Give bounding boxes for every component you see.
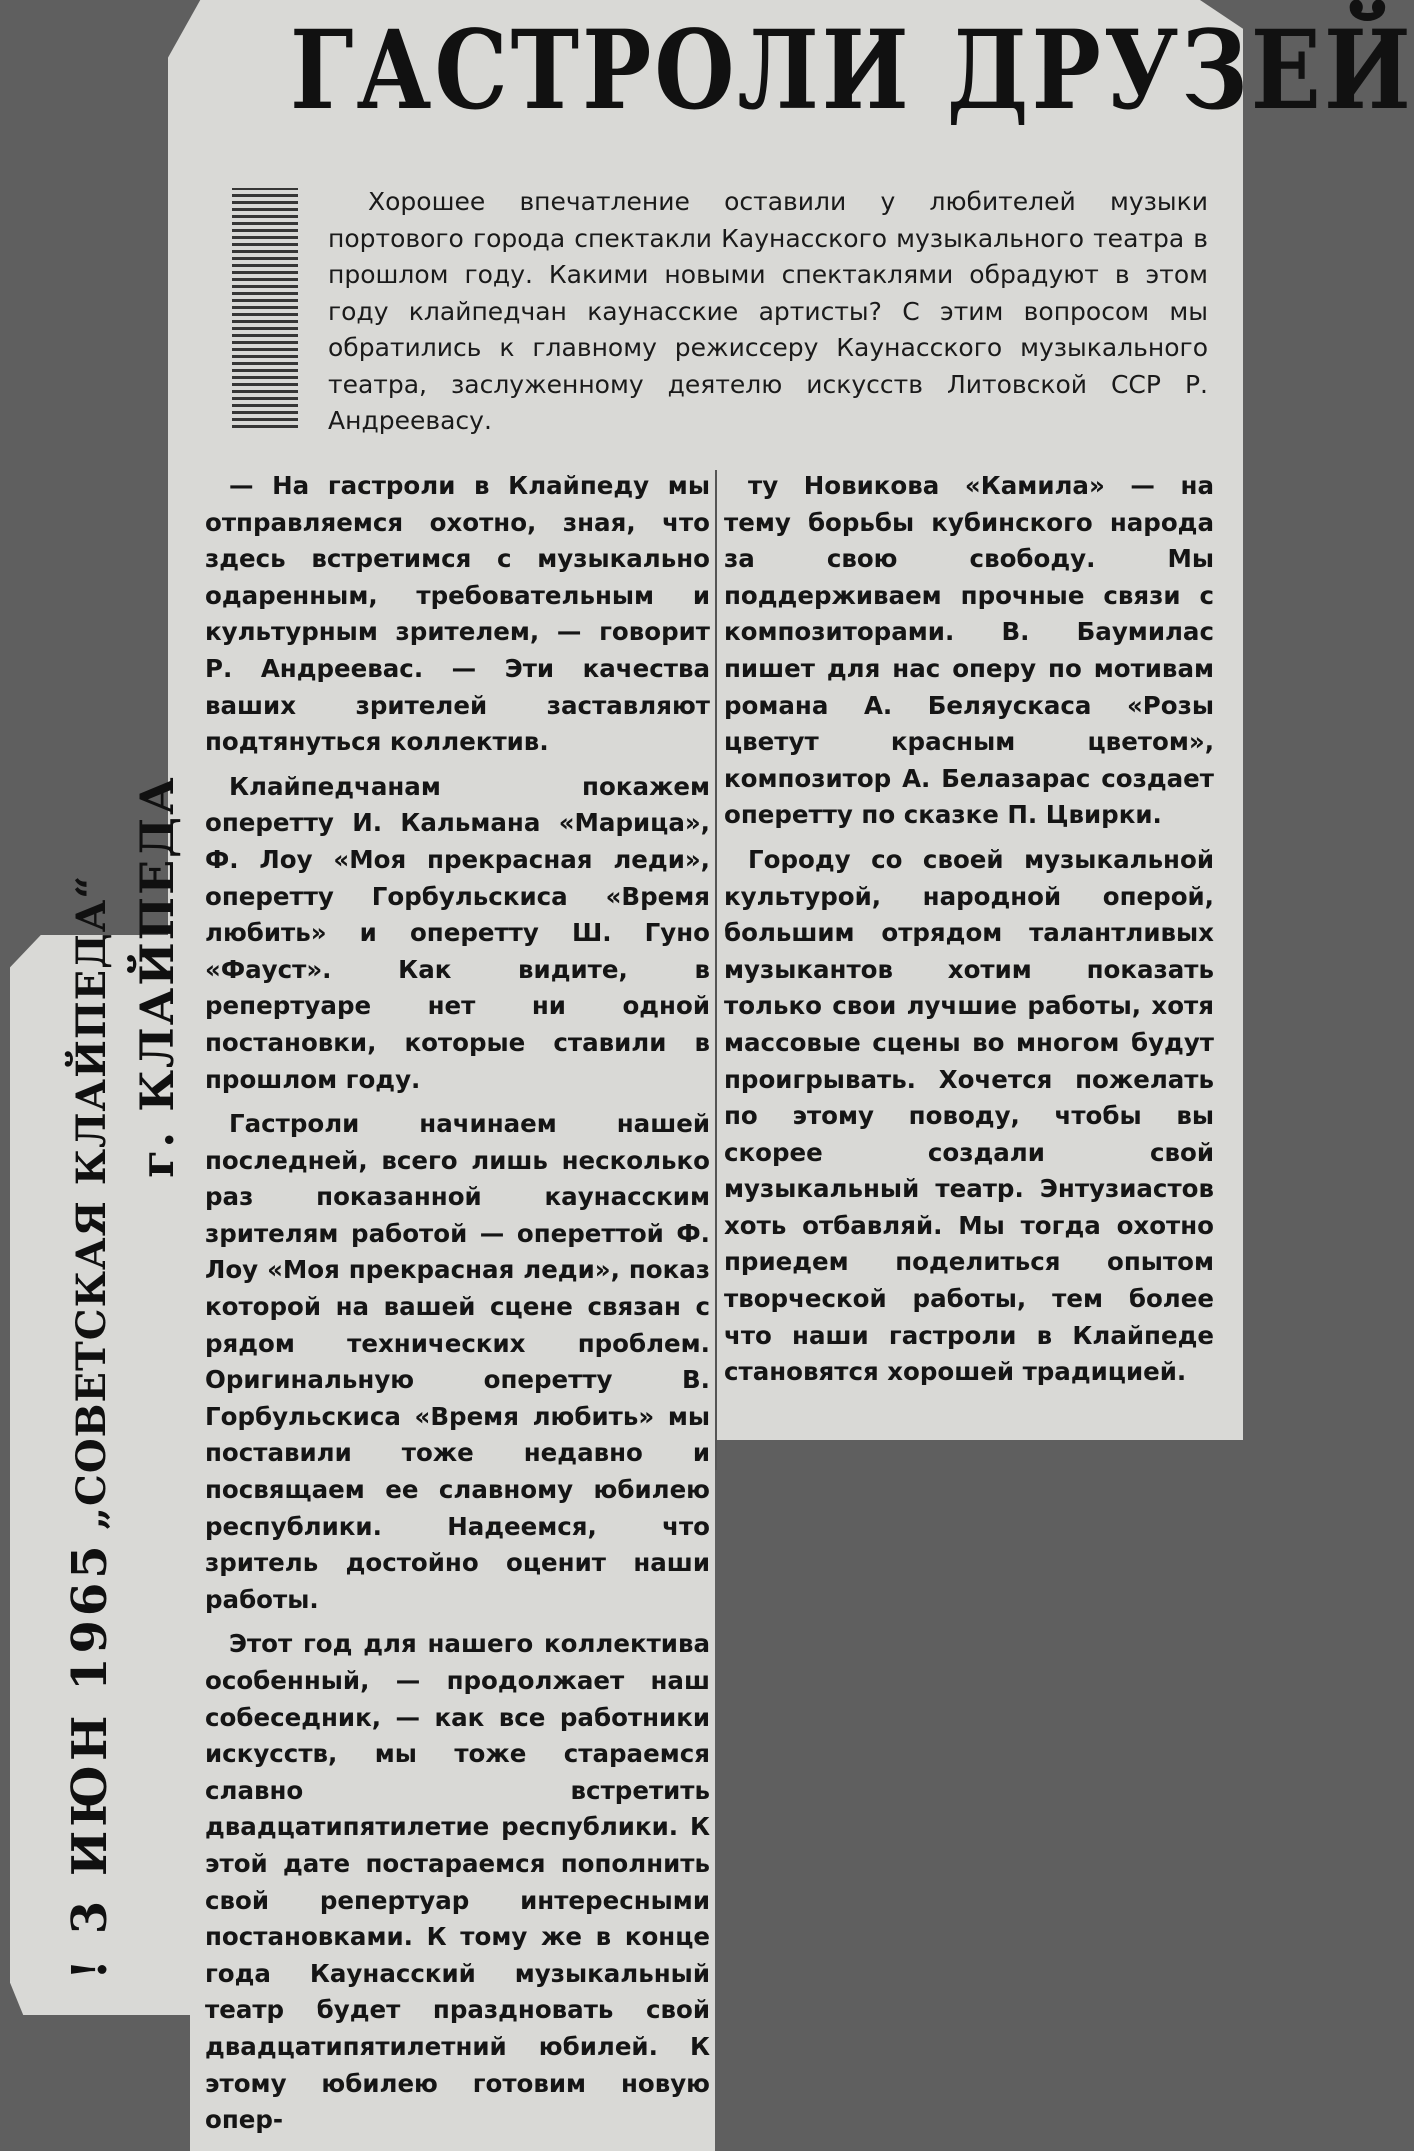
paragraph: Гастроли начинаем нашей последней, всего лишь несколько раз показанной каунасским зрителям работой — опереттой Ф. Лоу «Моя прекрасная леди», показ которой на вашей сцене связан с рядом технических проблем. Оригинальную оперетту В. Горбульскиса «Время любить» мы поставили тоже недавно и посвящаем ее славному юбилею республики. Надеемся, что зритель достойно оценит наши работы.: [205, 1109, 710, 1614]
stamp-city: г. КЛАЙПЕДА: [130, 775, 184, 1178]
article-column-left: [205, 468, 710, 2147]
stamp-newspaper: „СОВЕТСКАЯ КЛАЙПЕДА“: [68, 874, 115, 1530]
paragraph: ту Новикова «Камила» — на тему борьбы кубинского народа за свою свободу. Мы поддерживаем прочные связи с композиторами. В. Баумилас пишет для нас оперу по мотивам романа А. Беляускаса «Розы цветут красным цветом», композитор А. Белазарас создает оперетту по сказке П. Цвирки.: [724, 471, 1214, 830]
headline: ГАСТРОЛИ ДРУЗЕЙ: [290, 6, 1414, 135]
column-divider: [715, 470, 717, 1470]
ornament-icon: [232, 188, 298, 428]
paragraph: Клайпедчанам покажем оперетту И. Кальмана «Марица», Ф. Лоу «Моя прекрасная леди», оперетту Горбульскиса «Время любить» и оперетту Ш. Гуно «Фауст». Как видите, в репертуаре нет ни одной постановки, которые ставили в прошлом году.: [205, 771, 710, 1094]
intro-paragraph: Хорошее впечатление оставили у любителей музыки портового города спектакли Каунасского музыкального театра в прошлом году. Какими новыми спектаклями обрадуют в этом году клайпедчан каунасские артисты? С этим вопросом мы обратились к главному режиссеру Каунасского музыкального театра, заслуженному деятелю искусств Литовской ССР Р. Андреевасу.: [328, 187, 1208, 435]
paragraph: — На гастроли в Клайпеду мы отправляемся охотно, зная, что здесь встретимся с музыкально одаренным, требовательным и культурным зрителем, — говорит Р. Андреевас. — Эти качества ваших зрителей заставляют подтянуться коллектив.: [205, 471, 710, 757]
stamp-date: ! 3 ИЮН 1965: [62, 1541, 118, 1980]
article-column-right: [724, 468, 1214, 1399]
intro-lead: [328, 184, 1208, 440]
paragraph: Этот год для нашего коллектива особенный, — продолжает наш собеседник, — как все работники искусств, мы тоже стараемся славно встретить двадцатипятилетие республики. К этой дате постараемся пополнить свой репертуар интересными постановками. К тому же в конце года Каунасский музыкальный театр будет праздновать свой двадцатипятилетний юбилей. К этому юбилею готовим новую опер-: [205, 1629, 710, 2135]
paragraph: Городу со своей музыкальной культурой, народной оперой, большим отрядом талантливых музыкантов хотим показать только свои лучшие работы, хотя массовые сцены во многом будут проигрывать. Хочется пожелать по этому поводу, чтобы вы скорее создали свой музыкальный театр. Энтузиастов хоть отбавляй. Мы тогда охотно приедем поделиться опытом творческой работы, тем более что наши гастроли в Клайпеде становятся хорошей традицией.: [724, 844, 1214, 1387]
